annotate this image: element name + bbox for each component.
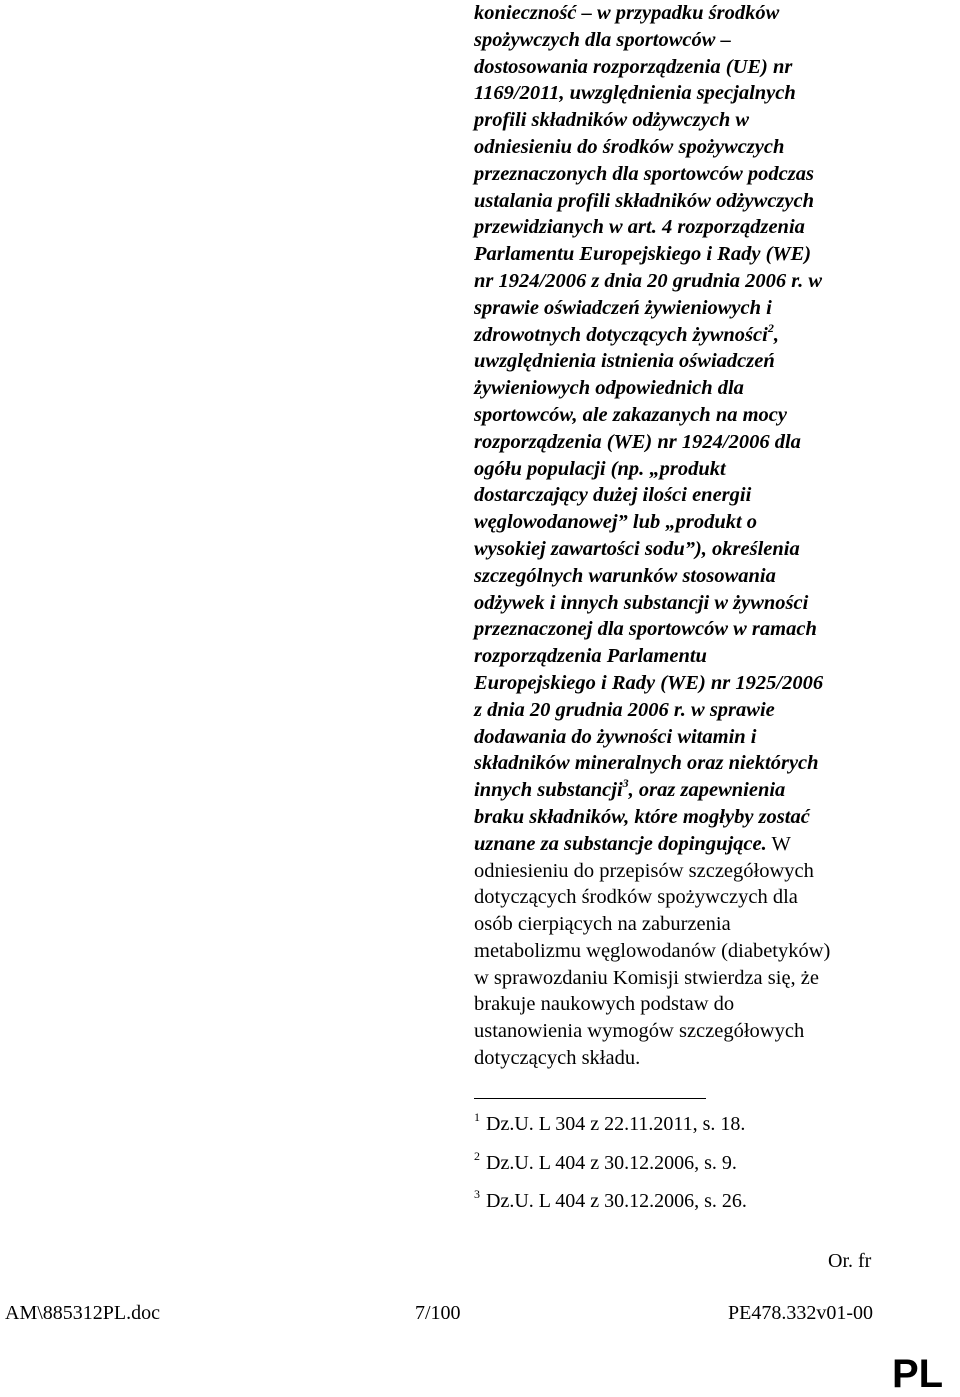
text-line — [474, 322, 944, 349]
footnote-number: 2 — [474, 1149, 480, 1164]
text-segment: innych substancji — [474, 779, 623, 802]
text-line: nr 1924/2006 z dnia 20 grudnia 2006 r. w — [474, 269, 823, 292]
text-line: z dnia 20 grudnia 2006 r. w sprawie — [474, 698, 775, 721]
text-line: dodawania do żywności witamin i — [474, 725, 757, 748]
text-segment: uznane za substancje dopingujące. — [474, 832, 767, 855]
footnote — [474, 1151, 737, 1175]
text-line: dostosowania rozporządzenia (UE) nr — [474, 55, 793, 78]
text-line: profili składników odżywczych w — [474, 109, 750, 132]
text-line: braku składników, które mogłyby zostać — [474, 805, 810, 828]
text-segment: zdrowotnych dotyczących żywności — [474, 323, 768, 346]
footnote — [474, 1189, 747, 1213]
text-line: dostarczający dużej ilości energii — [474, 484, 752, 507]
text-line: uwzględnienia istnienia oświadczeń — [474, 350, 775, 373]
footnote-text: Dz.U. L 404 z 30.12.2006, s. 9. — [486, 1152, 737, 1174]
text-line — [474, 831, 944, 858]
footnote — [474, 1112, 745, 1136]
text-line: składników mineralnych oraz niektórych — [474, 752, 819, 775]
text-line: wysokiej zawartości sodu”), określenia — [474, 537, 800, 560]
footnote-number: 1 — [474, 1110, 480, 1125]
language-mark: PL — [892, 1352, 944, 1396]
footnote-text: Dz.U. L 404 z 30.12.2006, s. 26. — [486, 1190, 747, 1212]
footer-page-number: 7/100 — [415, 1302, 461, 1324]
text-line: odżywek i innych substancji w żywności — [474, 591, 809, 614]
text-line: metabolizmu węglowodanów (diabetyków) — [474, 939, 831, 962]
text-line: dotyczących składu. — [474, 1047, 641, 1070]
text-line: żywieniowych odpowiednich dla — [474, 377, 744, 400]
original-language-tag: Or. fr — [828, 1250, 872, 1272]
amendment-text-column — [474, 0, 944, 1072]
footnote-text: Dz.U. L 304 z 22.11.2011, s. 18. — [486, 1113, 746, 1135]
footnote-ref-3[interactable]: 3 — [622, 776, 629, 791]
footnote-separator — [474, 1098, 706, 1099]
text-line: przeznaczonej dla sportowców w ramach — [474, 618, 817, 641]
footnote-number: 3 — [474, 1187, 480, 1202]
text-line: ustanowienia wymogów szczegółowych — [474, 1020, 805, 1043]
text-line: sportowców, ale zakazanych na mocy — [474, 403, 788, 426]
text-line: 1169/2011, uwzględnienia specjalnych — [474, 82, 796, 105]
text-line: sprawie oświadczeń żywieniowych i — [474, 296, 772, 319]
text-line: spożywczych dla sportowców – — [474, 28, 731, 51]
text-line: ustalania profili składników odżywczych — [474, 189, 815, 212]
text-line: konieczność – w przypadku środków — [474, 2, 780, 24]
text-segment: , — [773, 323, 779, 346]
text-line: odniesieniu do środków spożywczych — [474, 135, 785, 158]
text-segment: , oraz zapewnienia — [628, 779, 786, 802]
text-line: Parlamentu Europejskiego i Rady (WE) — [474, 243, 812, 266]
text-line: rozporządzenia (WE) nr 1924/2006 dla — [474, 430, 801, 453]
footnote-ref-2[interactable]: 2 — [767, 320, 774, 335]
text-line: odniesieniu do przepisów szczegółowych — [474, 859, 814, 882]
text-line: węglowodanowej” lub „produkt o — [474, 511, 758, 534]
text-line: osób cierpiących na zaburzenia — [474, 913, 731, 936]
text-line — [474, 777, 944, 804]
footer-document-reference: AM\885312PL.doc — [5, 1302, 160, 1324]
footer-pe-reference: PE478.332v01-00 — [728, 1302, 873, 1324]
text-segment: W — [766, 832, 791, 855]
text-line: przeznaczonych dla sportowców podczas — [474, 162, 814, 185]
text-line: przewidzianych w art. 4 rozporządzenia — [474, 216, 805, 239]
text-line: brakuje naukowych podstaw do — [474, 993, 735, 1016]
text-line: szczególnych warunków stosowania — [474, 564, 776, 587]
text-line: ogółu populacji (np. „produkt — [474, 457, 726, 480]
text-line: Europejskiego i Rady (WE) nr 1925/2006 — [474, 671, 824, 694]
text-line: rozporządzenia Parlamentu — [474, 645, 707, 668]
text-line: w sprawozdaniu Komisji stwierdza się, że — [474, 966, 819, 989]
text-line: dotyczących środków spożywczych dla — [474, 886, 798, 909]
